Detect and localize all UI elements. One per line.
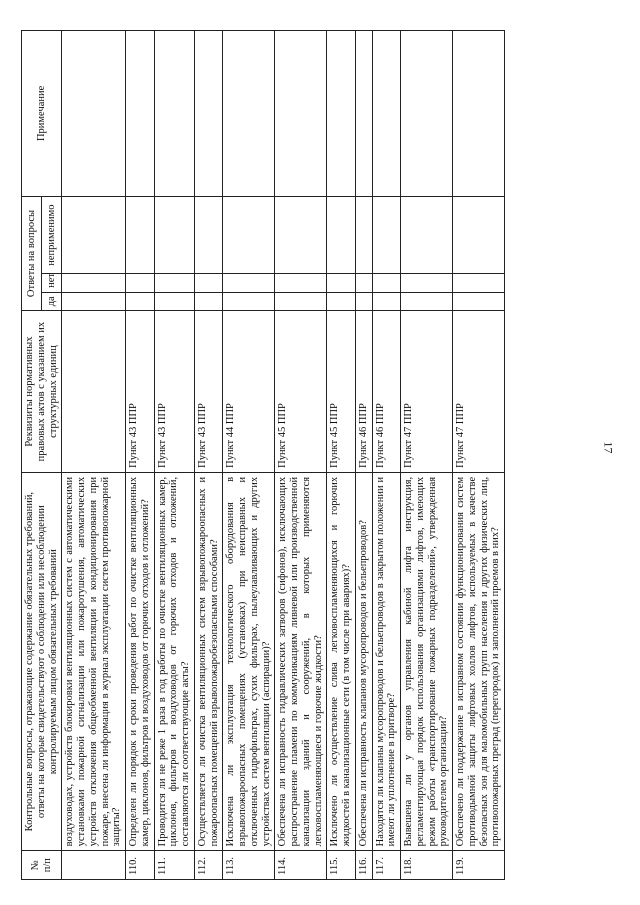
answer-yes-cell[interactable] [154,292,194,310]
page-number: 17 [601,441,616,454]
row-question: Вывешена ли у органов управления кабиной лифта инструкция, регламентирующая порядок использования организациями лифтов, имеющих режим работы «транспортирование пожарных подразделений», утвержденная руководителем организации? [401,472,453,850]
row-number: 118. [401,851,453,880]
table-row [223,31,275,880]
table-header [22,31,62,880]
table-body [62,31,505,880]
table-row [62,31,126,880]
answer-na-cell[interactable] [453,196,505,274]
header-answers: Ответы на вопросы [22,196,42,311]
header-note: Примечание [22,31,62,197]
answer-no-cell[interactable] [62,274,126,292]
row-reference: Пункт 46 ППР [355,311,372,473]
row-number: 111. [154,851,194,880]
row-reference: Пункт 44 ППР [223,311,275,473]
row-question: Исключено ли осуществление слива легковоспламеняющихся и горючих жидкостей в канализационные сети (в том числе при авариях)? [327,472,356,850]
row-number: 113. [223,851,275,880]
answer-yes-cell[interactable] [327,292,356,310]
answer-yes-cell[interactable] [275,292,327,310]
answer-no-cell[interactable] [223,274,275,292]
answer-yes-cell[interactable] [126,292,155,310]
answer-na-cell[interactable] [275,196,327,274]
table-row [453,31,505,880]
answer-na-cell[interactable] [327,196,356,274]
note-cell[interactable] [223,31,275,197]
table-row [275,31,327,880]
answer-no-cell[interactable] [372,274,401,292]
answer-yes-cell[interactable] [372,292,401,310]
row-number: 114. [275,851,327,880]
answer-na-cell[interactable] [194,196,223,274]
row-question: Обеспечена ли исправность клапанов мусоропроводов и бельепроводов? [355,472,372,850]
answer-no-cell[interactable] [275,274,327,292]
answer-na-cell[interactable] [223,196,275,274]
answer-no-cell[interactable] [327,274,356,292]
rotated-page-content [21,30,601,880]
row-question: Исключена ли эксплуатация технологического оборудования в взрывопожароопасных помещениях (установках) при неисправных и отключенных гидрофильтрах, сухих фильтрах, пылеулавливающих и других устройствах систем вентиляции (аспирации)? [223,472,275,850]
note-cell[interactable] [401,31,453,197]
row-number: 117. [372,851,401,880]
row-question: воздуховодах, устройств блокировки вентиляционных систем с автоматическими установками пожарной сигнализации или пожаротушения, автоматических устройств отключения общеобменной вентиляции и кондиционирования при пожаре, внесена ли информация в журнал эксплуатации систем противопожарной защиты? [62,472,126,850]
row-number: 116. [355,851,372,880]
answer-yes-cell[interactable] [401,292,453,310]
row-reference: Пункт 47 ППР [401,311,453,473]
table-row [194,31,223,880]
header-num: № п/п [22,851,62,880]
row-number [62,851,126,880]
table-row [401,31,453,880]
answer-na-cell[interactable] [401,196,453,274]
row-question: Обеспечено ли поддержание в исправном состоянии функционирования систем противодымной защиты лифтовых холлов лифтов, используемых в качестве безопасных зон для маломобильных групп населения и других физических лиц, противопожарных преград (перегородок) и заполнений проемов в них? [453,472,505,850]
table-row [372,31,401,880]
header-no: нет [42,274,62,292]
header-na: неприменимо [42,196,62,274]
table-row [327,31,356,880]
answer-na-cell[interactable] [372,196,401,274]
row-reference: Пункт 47 ППР [453,311,505,473]
row-question: Обеспечена ли исправность гидравлических затворов (сифонов), исключающих распространение пламени по коммуникациям ливневой или производственной канализации зданий и сооружений, в которых применяются легковоспламеняющиеся и горючие жидкости? [275,472,327,850]
row-number: 119. [453,851,505,880]
header-yes: да [42,292,62,310]
note-cell[interactable] [327,31,356,197]
note-cell[interactable] [372,31,401,197]
note-cell[interactable] [194,31,223,197]
row-reference: Пункт 43 ППР [126,311,155,473]
note-cell[interactable] [453,31,505,197]
answer-no-cell[interactable] [401,274,453,292]
row-number: 110. [126,851,155,880]
row-question: Осуществляется ли очистка вентиляционных систем взрывопожароопасных и пожароопасных помещений взрывопожаробезопасными способами? [194,472,223,850]
answer-no-cell[interactable] [154,274,194,292]
row-reference: Пункт 43 ППР [154,311,194,473]
table-row [355,31,372,880]
row-number: 112. [194,851,223,880]
row-number: 115. [327,851,356,880]
note-cell[interactable] [126,31,155,197]
answer-na-cell[interactable] [154,196,194,274]
row-question: Определен ли порядок и сроки проведения работ по очистке вентиляционных камер, циклонов, фильтров и воздуховодов от горючих отходов и отложений? [126,472,155,850]
answer-yes-cell[interactable] [355,292,372,310]
row-question: Находятся ли клапаны мусоропроводов и бельепроводов в закрытом положении и имеют ли уплотнение в притворе? [372,472,401,850]
answer-yes-cell[interactable] [62,292,126,310]
answer-no-cell[interactable] [126,274,155,292]
answer-na-cell[interactable] [62,196,126,274]
row-question: Проводится ли не реже 1 раза в год работы по очистке вентиляционных камер, циклонов, фильтров и воздуховодов от горючих отходов и отложений, составляются ли соответствующие акты? [154,472,194,850]
answer-na-cell[interactable] [126,196,155,274]
note-cell[interactable] [62,31,126,197]
answer-no-cell[interactable] [355,274,372,292]
checklist-table [21,30,505,880]
table-row [126,31,155,880]
header-question: Контрольные вопросы, отражающие содержание обязательных требований, ответы на которые свидетельствуют о соблюдении или несоблюдении контролируемым лицом обязательных требований [22,472,62,850]
note-cell[interactable] [355,31,372,197]
row-reference: Пункт 45 ППР [327,311,356,473]
answer-na-cell[interactable] [355,196,372,274]
header-reference: Реквизиты нормативных правовых актов с указанием их структурных единиц [22,311,62,473]
table-row [154,31,194,880]
answer-yes-cell[interactable] [453,292,505,310]
row-reference [62,311,126,473]
row-reference: Пункт 46 ППР [372,311,401,473]
note-cell[interactable] [154,31,194,197]
answer-yes-cell[interactable] [194,292,223,310]
row-reference: Пункт 43 ППР [194,311,223,473]
answer-no-cell[interactable] [194,274,223,292]
answer-yes-cell[interactable] [223,292,275,310]
answer-no-cell[interactable] [453,274,505,292]
note-cell[interactable] [275,31,327,197]
row-reference: Пункт 45 ППР [275,311,327,473]
